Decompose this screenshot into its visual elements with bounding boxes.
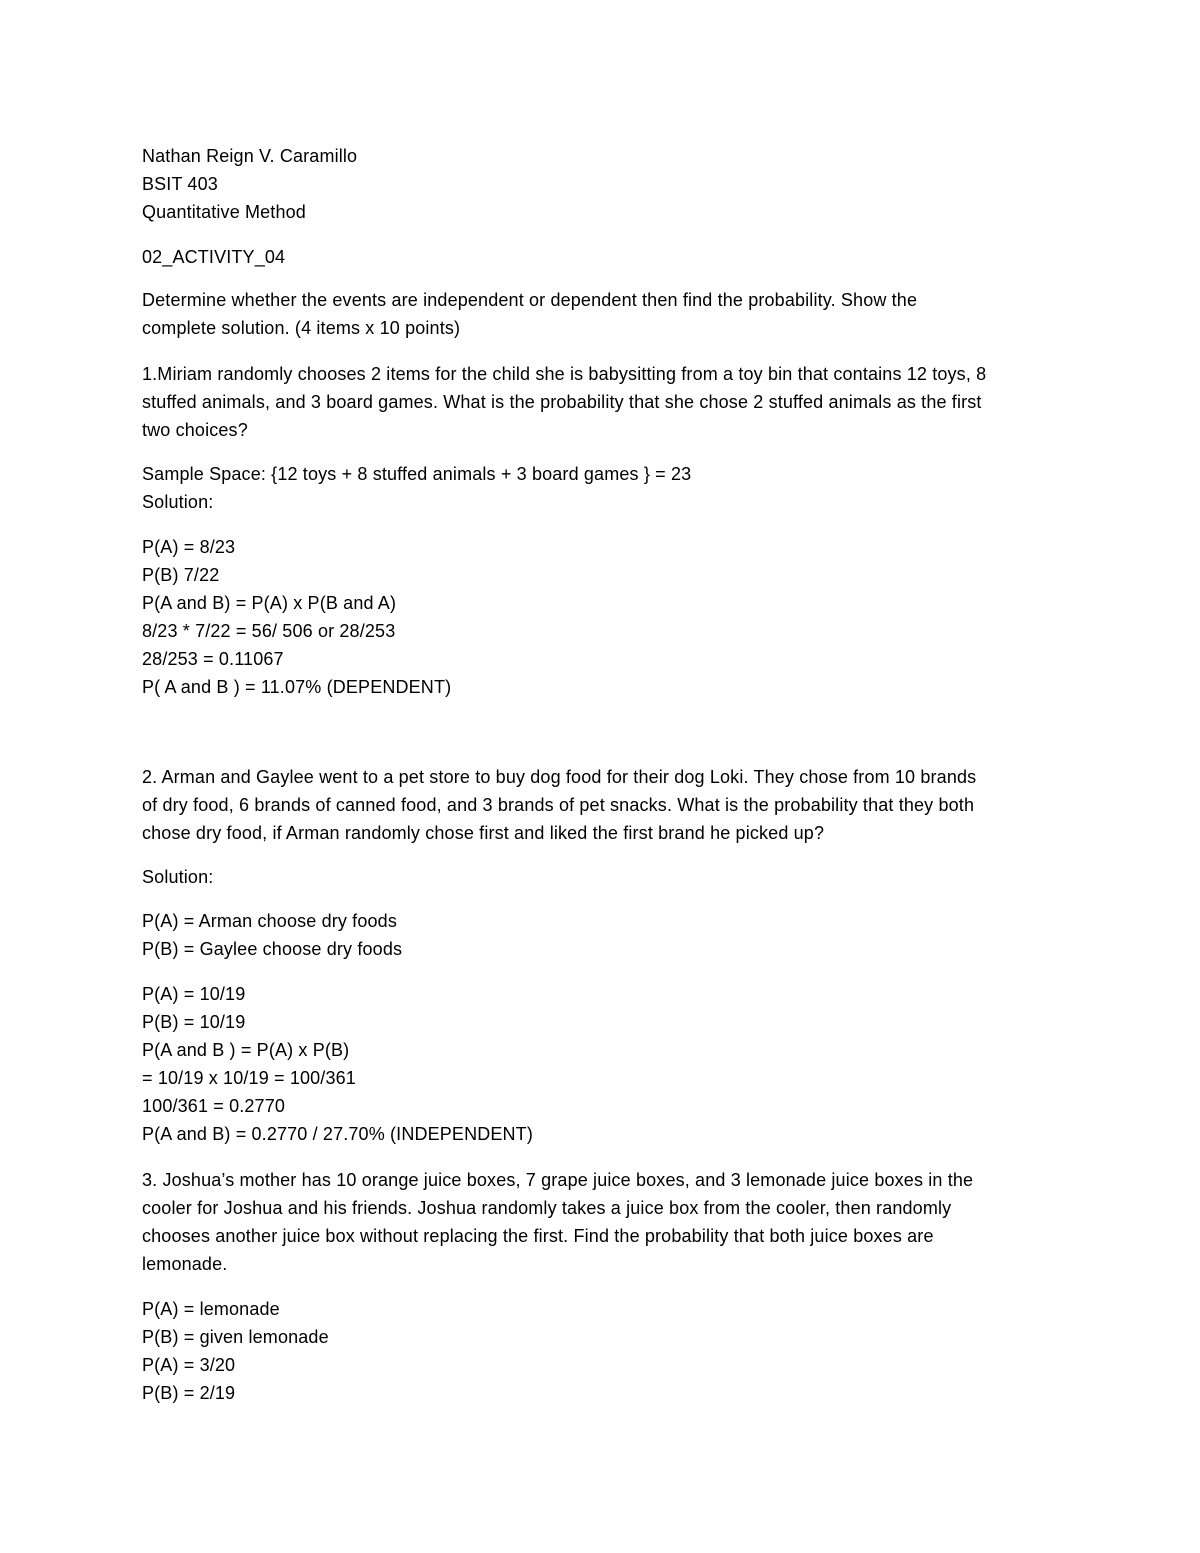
q2-question-line: 2. Arman and Gaylee went to a pet store to buy dog food for their dog Loki. They chose from 10 brands: [142, 767, 977, 787]
q2-solution-label: Solution:: [142, 867, 214, 887]
q2-step: 100/361 = 0.2770: [142, 1096, 286, 1116]
q1-solution-label: Solution:: [142, 492, 214, 512]
q3-question-line: 3. Joshua’s mother has 10 orange juice boxes, 7 grape juice boxes, and 3 lemonade juice boxes in the: [142, 1170, 974, 1190]
q1-step: P(B) 7/22: [142, 565, 220, 585]
q3-step: P(A) = 3/20: [142, 1355, 236, 1375]
q1-question-line: 1.Miriam randomly chooses 2 items for the child she is babysitting from a toy bin that contains 12 toys, 8: [142, 364, 987, 384]
q2-question-line: of dry food, 6 brands of canned food, and 3 brands of pet snacks. What is the probability that they both: [142, 795, 975, 815]
q1-step: 28/253 = 0.11067: [142, 649, 284, 669]
q1-question-line: stuffed animals, and 3 board games. What is the probability that she chose 2 stuffed animals as the first: [142, 392, 982, 412]
q3-step: P(A) = lemonade: [142, 1299, 280, 1319]
q1-question-line: two choices?: [142, 420, 248, 440]
course-title: Quantitative Method: [142, 202, 306, 222]
q3-step: P(B) = 2/19: [142, 1383, 236, 1403]
q1-step: P(A) = 8/23: [142, 537, 236, 557]
student-name: Nathan Reign V. Caramillo: [142, 146, 358, 166]
q2-step: P(A) = 10/19: [142, 984, 246, 1004]
q2-step: = 10/19 x 10/19 = 100/361: [142, 1068, 356, 1088]
q1-step: P(A and B) = P(A) x P(B and A): [142, 593, 397, 613]
q2-definition: P(B) = Gaylee choose dry foods: [142, 939, 403, 959]
q1-sample-space: Sample Space: {12 toys + 8 stuffed animals + 3 board games } = 23: [142, 464, 692, 484]
q2-answer: P(A and B) = 0.2770 / 27.70% (INDEPENDENT): [142, 1124, 533, 1144]
q2-question-line: chose dry food, if Arman randomly chose first and liked the first brand he picked up?: [142, 823, 825, 843]
q2-definition: P(A) = Arman choose dry foods: [142, 911, 397, 931]
q2-step: P(B) = 10/19: [142, 1012, 246, 1032]
q3-question-line: lemonade.: [142, 1254, 228, 1274]
activity-code: 02_ACTIVITY_04: [142, 247, 286, 267]
student-section: BSIT 403: [142, 174, 218, 194]
q2-step: P(A and B ) = P(A) x P(B): [142, 1040, 350, 1060]
q1-answer: P( A and B ) = 11.07% (DEPENDENT): [142, 677, 452, 697]
q3-question-line: cooler for Joshua and his friends. Joshua randomly takes a juice box from the cooler, then randomly: [142, 1198, 952, 1218]
instructions-line: Determine whether the events are independent or dependent then find the probability. Show the: [142, 290, 918, 310]
instructions-line: complete solution. (4 items x 10 points): [142, 318, 461, 338]
q3-step: P(B) = given lemonade: [142, 1327, 329, 1347]
q1-step: 8/23 * 7/22 = 56/ 506 or 28/253: [142, 621, 396, 641]
q3-question-line: chooses another juice box without replacing the first. Find the probability that both juice boxes are: [142, 1226, 934, 1246]
